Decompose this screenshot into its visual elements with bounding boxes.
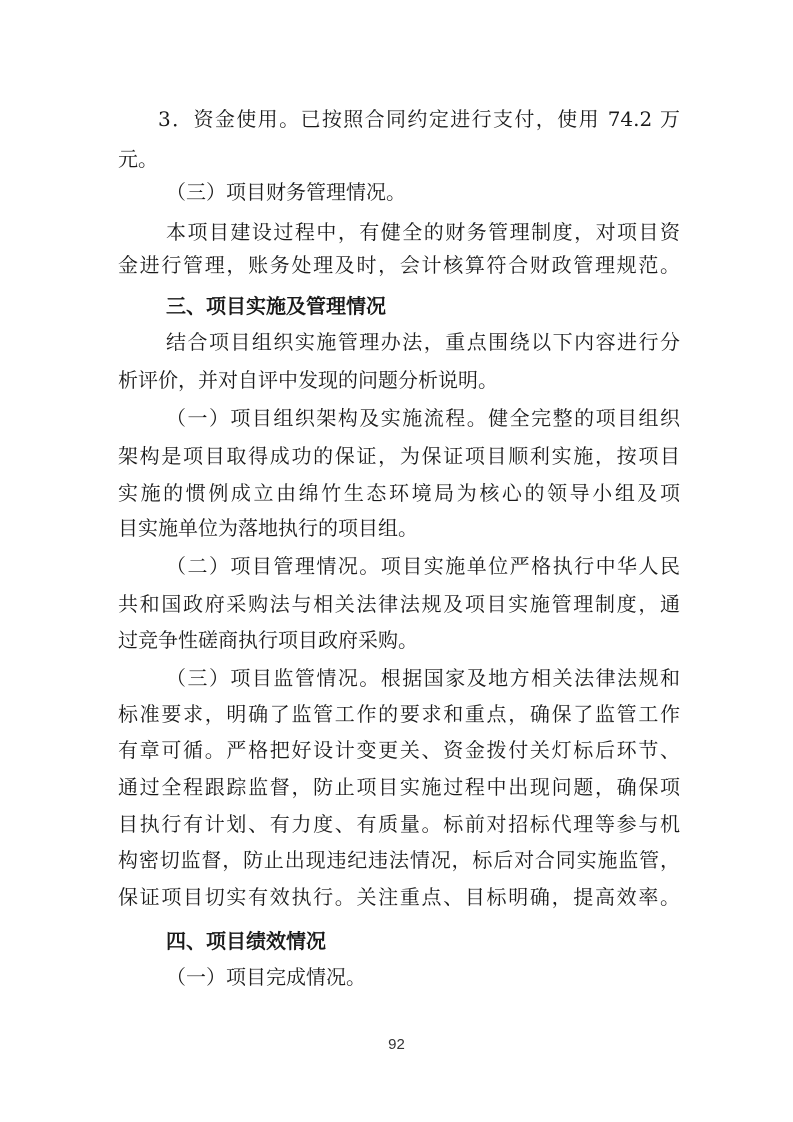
section-heading: 三、项目实施及管理情况 <box>166 294 386 318</box>
text-line: （三）项目监管情况。根据国家及地方相关法律法规和 <box>166 666 680 690</box>
text-line: （一）项目组织架构及实施流程。健全完整的项目组织 <box>166 406 680 430</box>
text-line: 保证项目切实有效执行。关注重点、目标明确，提高效率。 <box>118 885 680 909</box>
text-line: 共和国政府采购法与相关法律法规及项目实施管理制度，通 <box>118 592 680 616</box>
text-line: 金进行管理，账务处理及时，会计核算符合财政管理规范。 <box>118 253 680 277</box>
text-line: 目实施单位为落地执行的项目组。 <box>118 516 418 540</box>
text-line: 目执行有计划、有力度、有质量。标前对招标代理等参与机 <box>118 812 680 836</box>
text-line: 过竞争性磋商执行项目政府采购。 <box>118 628 418 652</box>
text-line: 析评价，并对自评中发现的问题分析说明。 <box>118 368 498 392</box>
text-line: （一）项目完成情况。 <box>166 965 366 989</box>
text-line: 标准要求，明确了监管工作的要求和重点，确保了监管工作 <box>118 702 680 726</box>
text-line: 结合项目组织实施管理办法，重点围绕以下内容进行分 <box>166 330 680 354</box>
text-line: 构密切监督，防止出现违纪违法情况，标后对合同实施监管， <box>118 848 680 872</box>
text-line: 3．资金使用。已按照合同约定进行支付，使用 74.2 万 <box>158 107 680 131</box>
text-line: 有章可循。严格把好设计变更关、资金拨付关灯标后环节、 <box>118 738 680 762</box>
text-line: 本项目建设过程中，有健全的财务管理制度，对项目资 <box>166 220 680 244</box>
text-line: 通过全程跟踪监督，防止项目实施过程中出现问题，确保项 <box>118 775 680 799</box>
section-heading: 四、项目绩效情况 <box>166 929 326 953</box>
text-line: （二）项目管理情况。项目实施单位严格执行中华人民 <box>166 554 680 578</box>
page-number: 92 <box>388 1036 405 1053</box>
text-line: 元。 <box>118 147 158 171</box>
text-line: 实施的惯例成立由绵竹生态环境局为核心的领导小组及项 <box>118 481 680 505</box>
text-line: （三）项目财务管理情况。 <box>166 180 406 204</box>
text-line: 架构是项目取得成功的保证，为保证项目顺利实施，按项目 <box>118 444 680 468</box>
